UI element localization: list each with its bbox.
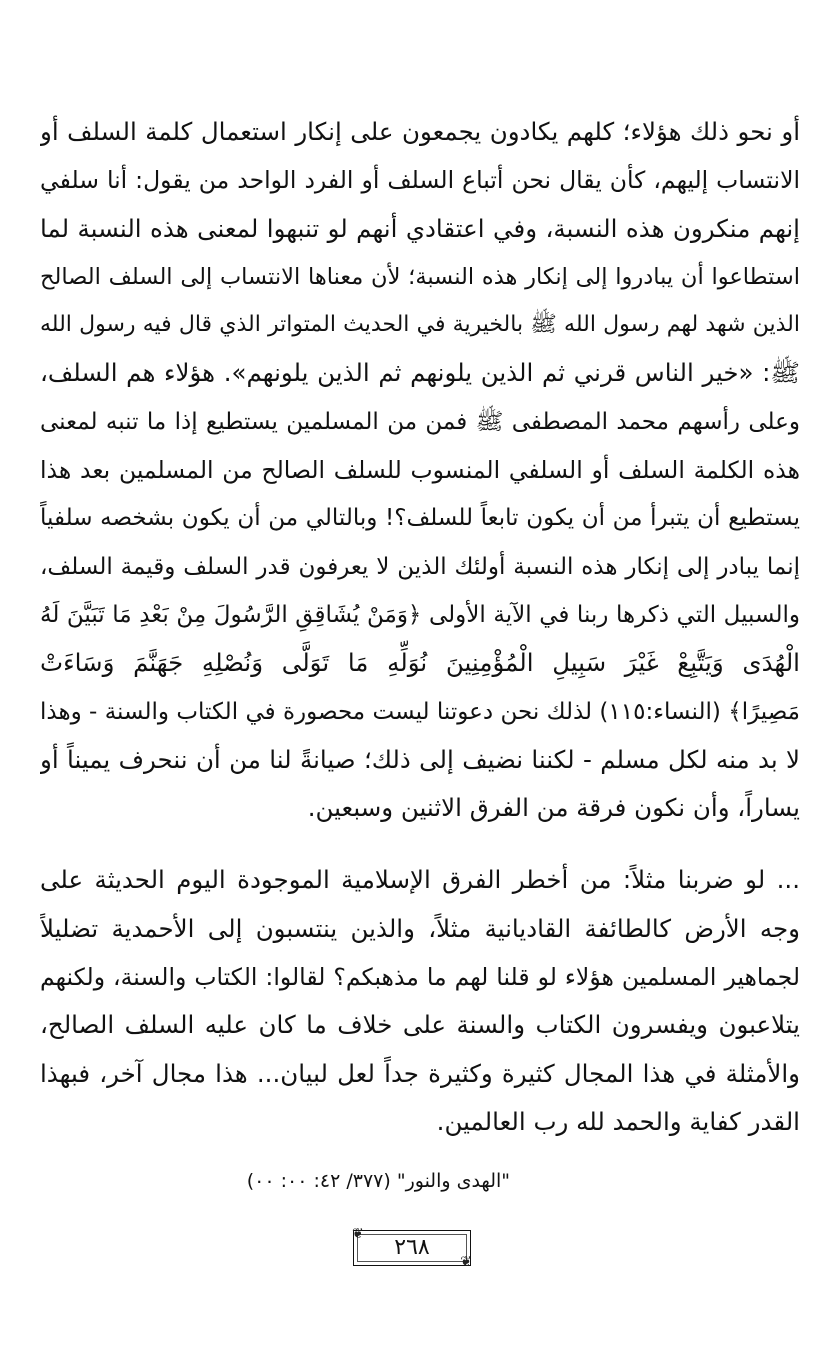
text-line: إنهم منكرون هذه النسبة، وفي اعتقادي أنهم لو تنبهوا لمعنى هذه النسبة لما bbox=[40, 213, 800, 243]
text-line: استطاعوا أن يبادروا إلى إنكار هذه النسبة؛ لأن معناها الانتساب إلى السلف الصالح bbox=[40, 263, 800, 290]
ornament-icon: ❦ bbox=[352, 1226, 364, 1242]
text-line: ... لو ضربنا مثلاً: من أخطر الفرق الإسلامية الموجودة اليوم الحديثة على bbox=[40, 865, 800, 895]
page-number-box bbox=[352, 1226, 472, 1270]
text-line: والأمثلة في هذا المجال كثيرة وكثيرة جداً لعل لبيان... هذا مجال آخر، فبهذا bbox=[40, 1058, 800, 1088]
text-line: لا بد منه لكل مسلم - لكننا نضيف إلى ذلك؛ صيانةً لنا من أن ننحرف يميناً أو bbox=[40, 744, 800, 774]
text-line: أو نحو ذلك هؤلاء؛ كلهم يكادون يجمعون على إنكار استعمال كلمة السلف أو bbox=[40, 117, 800, 146]
source-citation: "الهدى والنور" (٣٧٧/ ٤٢: ٠٠: ٠٠) bbox=[246, 1170, 510, 1193]
quran-verse-line: والسبيل التي ذكرها ربنا في الآية الأولى ﴿وَمَنْ يُشَاقِقِ الرَّسُولَ مِنْ بَعْدِ مَا تَبَيَّنَ لَهُ bbox=[40, 601, 800, 628]
frame-inner-border bbox=[357, 1234, 467, 1262]
text-line: إنما يبادر إلى إنكار هذه النسبة أولئك الذين لا يعرفون قدر السلف وقيمة السلف، bbox=[40, 553, 800, 580]
ornament-icon: ❦ bbox=[460, 1254, 472, 1270]
text-line: وجه الأرض كالطائفة القاديانية مثلاً، والذين ينتسبون إلى الأحمدية تضليلاً bbox=[40, 913, 800, 943]
text-line: يتلاعبون ويفسرون الكتاب والسنة على خلاف ما كان عليه السلف الصالح، bbox=[40, 1010, 800, 1040]
text-line: لجماهير المسلمين هؤلاء لو قلنا لهم ما مذهبكم؟ لقالوا: الكتاب والسنة، ولكنهم bbox=[40, 963, 800, 992]
page-number-frame bbox=[349, 1226, 472, 1270]
text-line: الذين شهد لهم رسول الله ﷺ بالخيرية في الحديث المتواتر الذي قال فيه رسول الله bbox=[40, 312, 800, 338]
text-line: ﷺ: «خير الناس قرني ثم الذين يلونهم ثم الذين يلونهم». هؤلاء هم السلف، bbox=[40, 358, 800, 388]
page-number: ٢٦٨ bbox=[394, 1235, 430, 1260]
quran-verse-line: الْهُدَى وَيَتَّبِعْ غَيْرَ سَبِيلِ الْمُؤْمِنِينَ نُوَلِّهِ مَا تَوَلَّى وَنُصْلِهِ جَهَنَّمَ وَسَاءَتْ bbox=[40, 648, 800, 678]
paragraph-1 bbox=[40, 108, 800, 832]
text-line: يستطيع أن يتبرأ من أن يكون تابعاً للسلف؟! وبالتالي من أن يكون بشخصه سلفياً bbox=[40, 505, 800, 532]
text-line: يساراً، وأن نكون فرقة من الفرق الاثنين وسبعين. bbox=[307, 793, 800, 823]
text-line: وعلى رأسهم محمد المصطفى ﷺ فمن من المسلمين يستطيع إذا ما تنبه لمعنى bbox=[40, 408, 800, 435]
quran-verse-line: مَصِيرًا﴾ (النساء:١١٥) لذلك نحن دعوتنا ليست محصورة في الكتاب والسنة - وهذا bbox=[40, 698, 800, 725]
page-body bbox=[40, 108, 800, 1278]
paragraph-2 bbox=[40, 856, 800, 1146]
text-line: القدر كفاية والحمد لله رب العالمين. bbox=[436, 1106, 800, 1136]
text-line: هذه الكلمة السلف أو السلفي المنسوب للسلف الصالح من المسلمين بعد هذا bbox=[40, 456, 800, 485]
text-line: الانتساب إليهم، كأن يقال نحن أتباع السلف أو الفرد الواحد من يقول: أنا سلفي bbox=[40, 166, 800, 195]
paragraph-gap bbox=[40, 832, 800, 856]
